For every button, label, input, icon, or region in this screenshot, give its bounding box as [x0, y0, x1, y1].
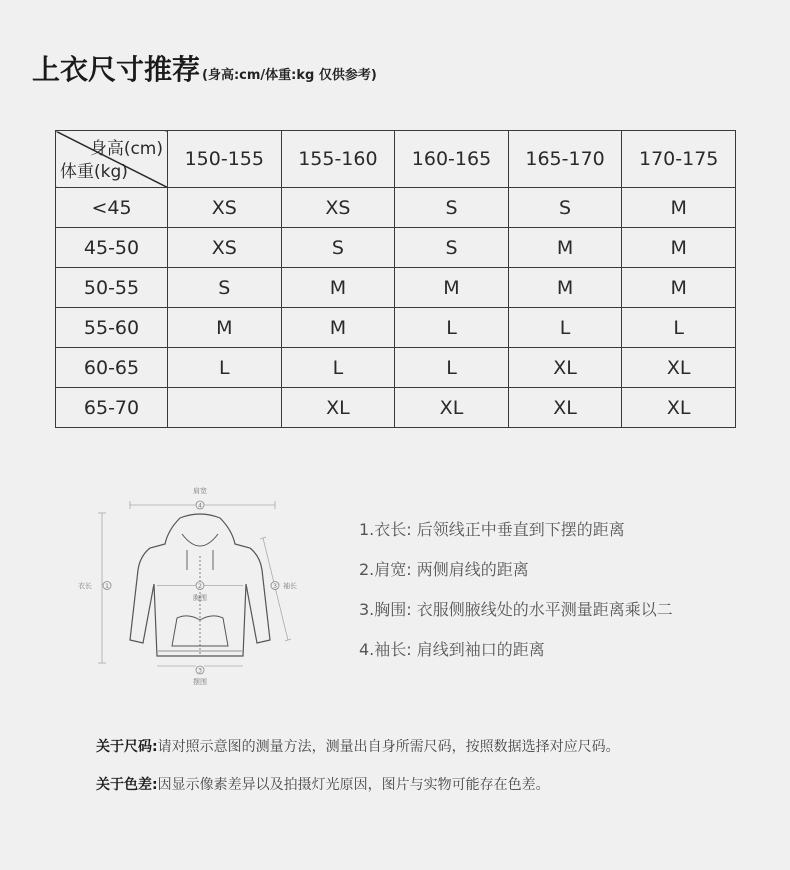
size-cell: XL [395, 388, 509, 428]
weight-row-header: <45 [56, 188, 168, 228]
weight-axis-label: 体重(kg) [60, 162, 128, 182]
measurement-list [359, 518, 673, 678]
size-cell: L [508, 308, 622, 348]
weight-row-header: 50-55 [56, 268, 168, 308]
table-row [56, 388, 736, 428]
size-cell: S [168, 268, 282, 308]
chest-label: 胸围 [193, 594, 207, 602]
table-row [56, 228, 736, 268]
size-cell: M [508, 268, 622, 308]
size-cell [168, 388, 282, 428]
color-note-label: 关于色差: [96, 777, 158, 793]
measurement-item: 4.袖长: 肩线到袖口的距离 [359, 640, 545, 659]
height-axis-label: 身高(cm) [89, 139, 163, 159]
size-cell: S [281, 228, 395, 268]
size-cell: S [395, 188, 509, 228]
size-note-label: 关于尺码: [96, 739, 158, 755]
measurement-item: 3.胸围: 衣服侧腋线处的水平测量距离乘以二 [359, 600, 673, 619]
color-note [96, 774, 620, 812]
color-note-text: 因显示像素差异以及拍摄灯光原因，图片与实物可能存在色差。 [157, 777, 550, 793]
notes-section [96, 736, 620, 812]
height-column-header: 155-160 [281, 131, 395, 188]
title-subtitle: (身高:cm/体重:kg 仅供参考) [202, 68, 377, 83]
size-cell: M [395, 268, 509, 308]
size-cell: M [622, 228, 736, 268]
weight-row-header: 60-65 [56, 348, 168, 388]
weight-row-header: 55-60 [56, 308, 168, 348]
size-note-text: 请对照示意图的测量方法，测量出自身所需尺码，按照数据选择对应尺码。 [157, 739, 620, 755]
size-cell: M [508, 228, 622, 268]
marker-3b-number: 3 [198, 667, 202, 675]
size-cell: M [622, 268, 736, 308]
marker-2-number: 2 [198, 583, 202, 590]
size-cell: XS [281, 188, 395, 228]
hem-label: 摆围 [193, 678, 207, 686]
measurement-item: 1.衣长: 后领线正中垂直到下摆的距离 [359, 520, 625, 539]
page-title [32, 52, 377, 94]
weight-row-header: 45-50 [56, 228, 168, 268]
table-corner-cell [56, 131, 168, 188]
height-column-header: 165-170 [508, 131, 622, 188]
marker-3-number: 3 [273, 583, 277, 590]
shoulder-width-label: 肩宽 [193, 487, 207, 495]
size-cell: L [622, 308, 736, 348]
table-row [56, 348, 736, 388]
title-main: 上衣尺寸推荐 [32, 53, 201, 86]
size-cell: S [395, 228, 509, 268]
height-column-header: 170-175 [622, 131, 736, 188]
height-column-header: 160-165 [395, 131, 509, 188]
sleeve-length-label: 袖长 [283, 582, 297, 590]
size-cell: XS [168, 228, 282, 268]
size-cell: XL [508, 388, 622, 428]
size-cell: XS [168, 188, 282, 228]
size-cell: M [622, 188, 736, 228]
length-label: 衣长 [78, 582, 92, 590]
size-cell: XL [281, 388, 395, 428]
table-row [56, 308, 736, 348]
size-note [96, 736, 620, 774]
hoodie-measurement-diagram [70, 478, 330, 688]
size-cell: S [508, 188, 622, 228]
height-column-header: 150-155 [168, 131, 282, 188]
size-cell: L [281, 348, 395, 388]
size-cell: M [281, 268, 395, 308]
marker-4-number: 4 [198, 502, 202, 510]
size-cell: L [395, 348, 509, 388]
size-table [55, 130, 736, 428]
size-cell: XL [508, 348, 622, 388]
measurement-item: 2.肩宽: 两侧肩线的距离 [359, 560, 529, 579]
size-cell: M [281, 308, 395, 348]
size-cell: XL [622, 388, 736, 428]
size-cell: XL [622, 348, 736, 388]
weight-row-header: 65-70 [56, 388, 168, 428]
size-cell: M [168, 308, 282, 348]
marker-1-number: 1 [105, 583, 109, 590]
size-cell: L [168, 348, 282, 388]
table-row [56, 268, 736, 308]
table-row [56, 188, 736, 228]
table-header-row [56, 131, 736, 188]
size-cell: L [395, 308, 509, 348]
